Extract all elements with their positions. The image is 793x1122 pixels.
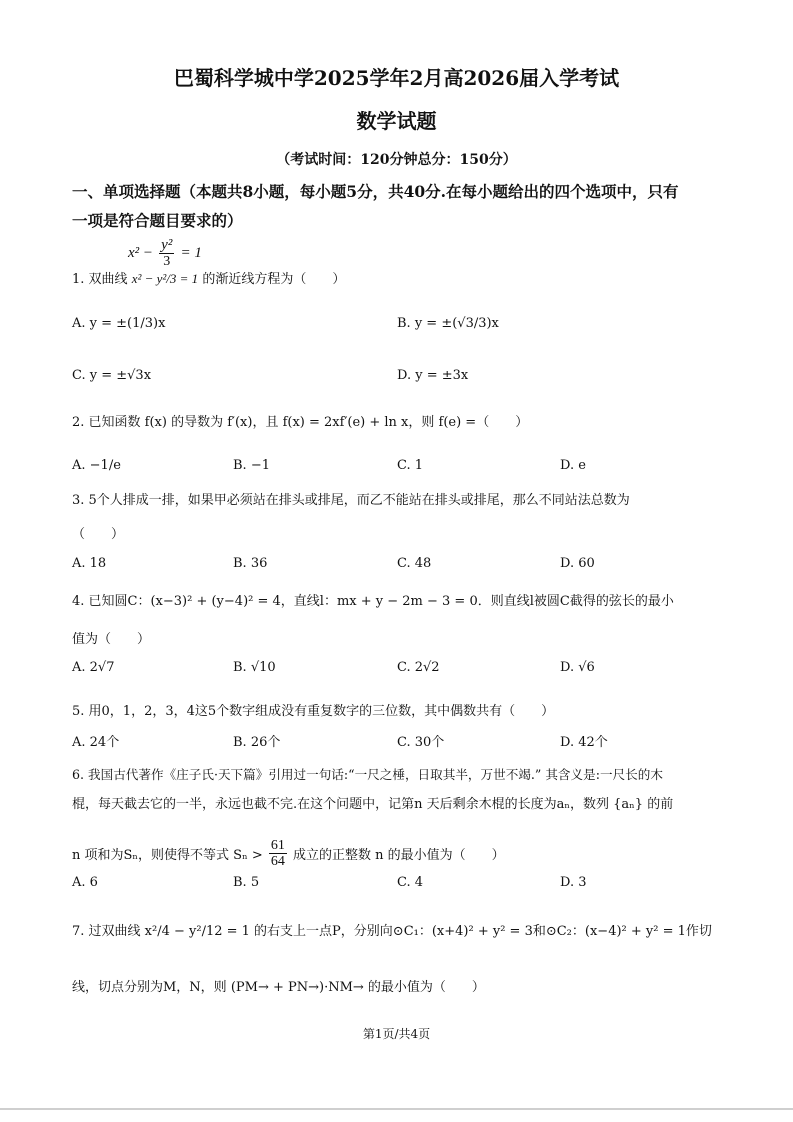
q3-option-a[interactable]: A. 18	[72, 556, 107, 571]
q1-den: 3	[163, 254, 171, 269]
question-6-line2: 棍，每天截去它的一半，永远也截不完.在这个问题中，记第n 天后剩余木棍的长度为aₙ，数列 {aₙ} 的前	[72, 797, 674, 812]
question-3-cont: （ ）	[72, 527, 125, 542]
q6-den: 64	[270, 854, 285, 869]
q1-option-d[interactable]: D. y = ±3x	[397, 368, 469, 383]
q6-option-a[interactable]: A. 6	[72, 875, 98, 890]
question-1	[72, 268, 345, 287]
q5-option-a[interactable]: A. 24个	[72, 735, 120, 750]
question-6-line3	[72, 838, 505, 869]
q3-option-d[interactable]: D. 60	[560, 556, 595, 571]
q1-equation-stacked	[128, 238, 202, 269]
section-heading: 一、单项选择题（本题共8小题，每小题5分，共40分.在每小题给出的四个选项中，只有	[72, 182, 679, 201]
section-heading-cont: 一项是符合题目要求的）	[72, 211, 243, 230]
q1-option-a[interactable]: A. y = ±(1/3)x	[72, 316, 166, 331]
q6-option-c[interactable]: C. 4	[397, 875, 424, 890]
q1-option-c[interactable]: C. y = ±√3x	[72, 368, 152, 383]
q6-option-b[interactable]: B. 5	[233, 875, 260, 890]
q6-option-d[interactable]: D. 3	[560, 875, 587, 890]
exam-title: 巴蜀科学城中学2025学年2月高2026届入学考试	[173, 66, 620, 90]
q2-option-b[interactable]: B. −1	[233, 458, 270, 473]
q1-option-b[interactable]: B. y = ±(√3/3)x	[397, 316, 499, 331]
q6-line3-suffix: 成立的正整数 n 的最小值为（ ）	[293, 848, 505, 863]
q3-option-c[interactable]: C. 48	[397, 556, 432, 571]
q6-fraction	[269, 838, 287, 869]
q1-eq-tail: = 1	[180, 245, 202, 261]
q1-equation: x² − y²/3 = 1	[131, 271, 199, 286]
exam-info: （考试时间：120分钟总分：150分）	[276, 152, 517, 168]
question-2: 2. 已知函数 f(x) 的导数为 f′(x)，且 f(x) = 2xf′(e) + ln x，则 f(e) =（ ）	[72, 415, 529, 430]
q5-option-c[interactable]: C. 30个	[397, 735, 445, 750]
page-number: 第1页/共4页	[362, 1027, 431, 1041]
question-5: 5. 用0，1，2，3，4这5个数字组成没有重复数字的三位数，其中偶数共有（ ）	[72, 704, 555, 719]
q1-fraction	[159, 238, 174, 269]
q2-option-d[interactable]: D. e	[560, 458, 586, 473]
q5-option-b[interactable]: B. 26个	[233, 735, 281, 750]
question-4-cont: 值为（ ）	[72, 632, 151, 647]
q2-option-c[interactable]: C. 1	[397, 458, 424, 473]
q4-option-a[interactable]: A. 2√7	[72, 660, 115, 675]
exam-subtitle: 数学试题	[356, 109, 437, 133]
q1-eq-x: x² −	[128, 245, 154, 261]
question-4: 4. 已知圆C：(x−3)² + (y−4)² = 4，直线l：mx + y − 2m − 3 = 0．则直线l被圆C截得的弦长的最小	[72, 594, 674, 609]
q6-line3-prefix: n 项和为Sₙ，则使得不等式 Sₙ >	[72, 848, 263, 863]
q1-num: y²	[161, 237, 173, 253]
q6-num: 61	[270, 838, 285, 853]
q4-option-d[interactable]: D. √6	[560, 660, 595, 675]
q5-option-d[interactable]: D. 42个	[560, 735, 608, 750]
page-bottom-divider	[0, 1108, 793, 1110]
question-7-line2: 线，切点分别为M，N，则 (PM→ + PN→)·NM→ 的最小值为（ ）	[72, 980, 485, 995]
question-3: 3. 5个人排成一排，如果甲必须站在排头或排尾，而乙不能站在排头或排尾，那么不同站法总数为	[72, 493, 630, 508]
q4-option-b[interactable]: B. √10	[233, 660, 276, 675]
q4-option-c[interactable]: C. 2√2	[397, 660, 440, 675]
q3-option-b[interactable]: B. 36	[233, 556, 268, 571]
q1-stem-suffix: 的渐近线方程为（ ）	[202, 272, 346, 287]
question-7: 7. 过双曲线 x²/4 − y²/12 = 1 的右支上一点P，分别向⊙C₁：(x+4)² + y² = 3和⊙C₂：(x−4)² + y² = 1作切	[72, 924, 712, 939]
question-6: 6. 我国古代著作《庄子氏·天下篇》引用过一句话:“一尺之棰，日取其半，万世不竭.” 其含义是:一尺长的木	[72, 767, 663, 782]
q1-stem: 1. 双曲线	[72, 272, 128, 287]
q2-option-a[interactable]: A. −1/e	[72, 458, 121, 473]
